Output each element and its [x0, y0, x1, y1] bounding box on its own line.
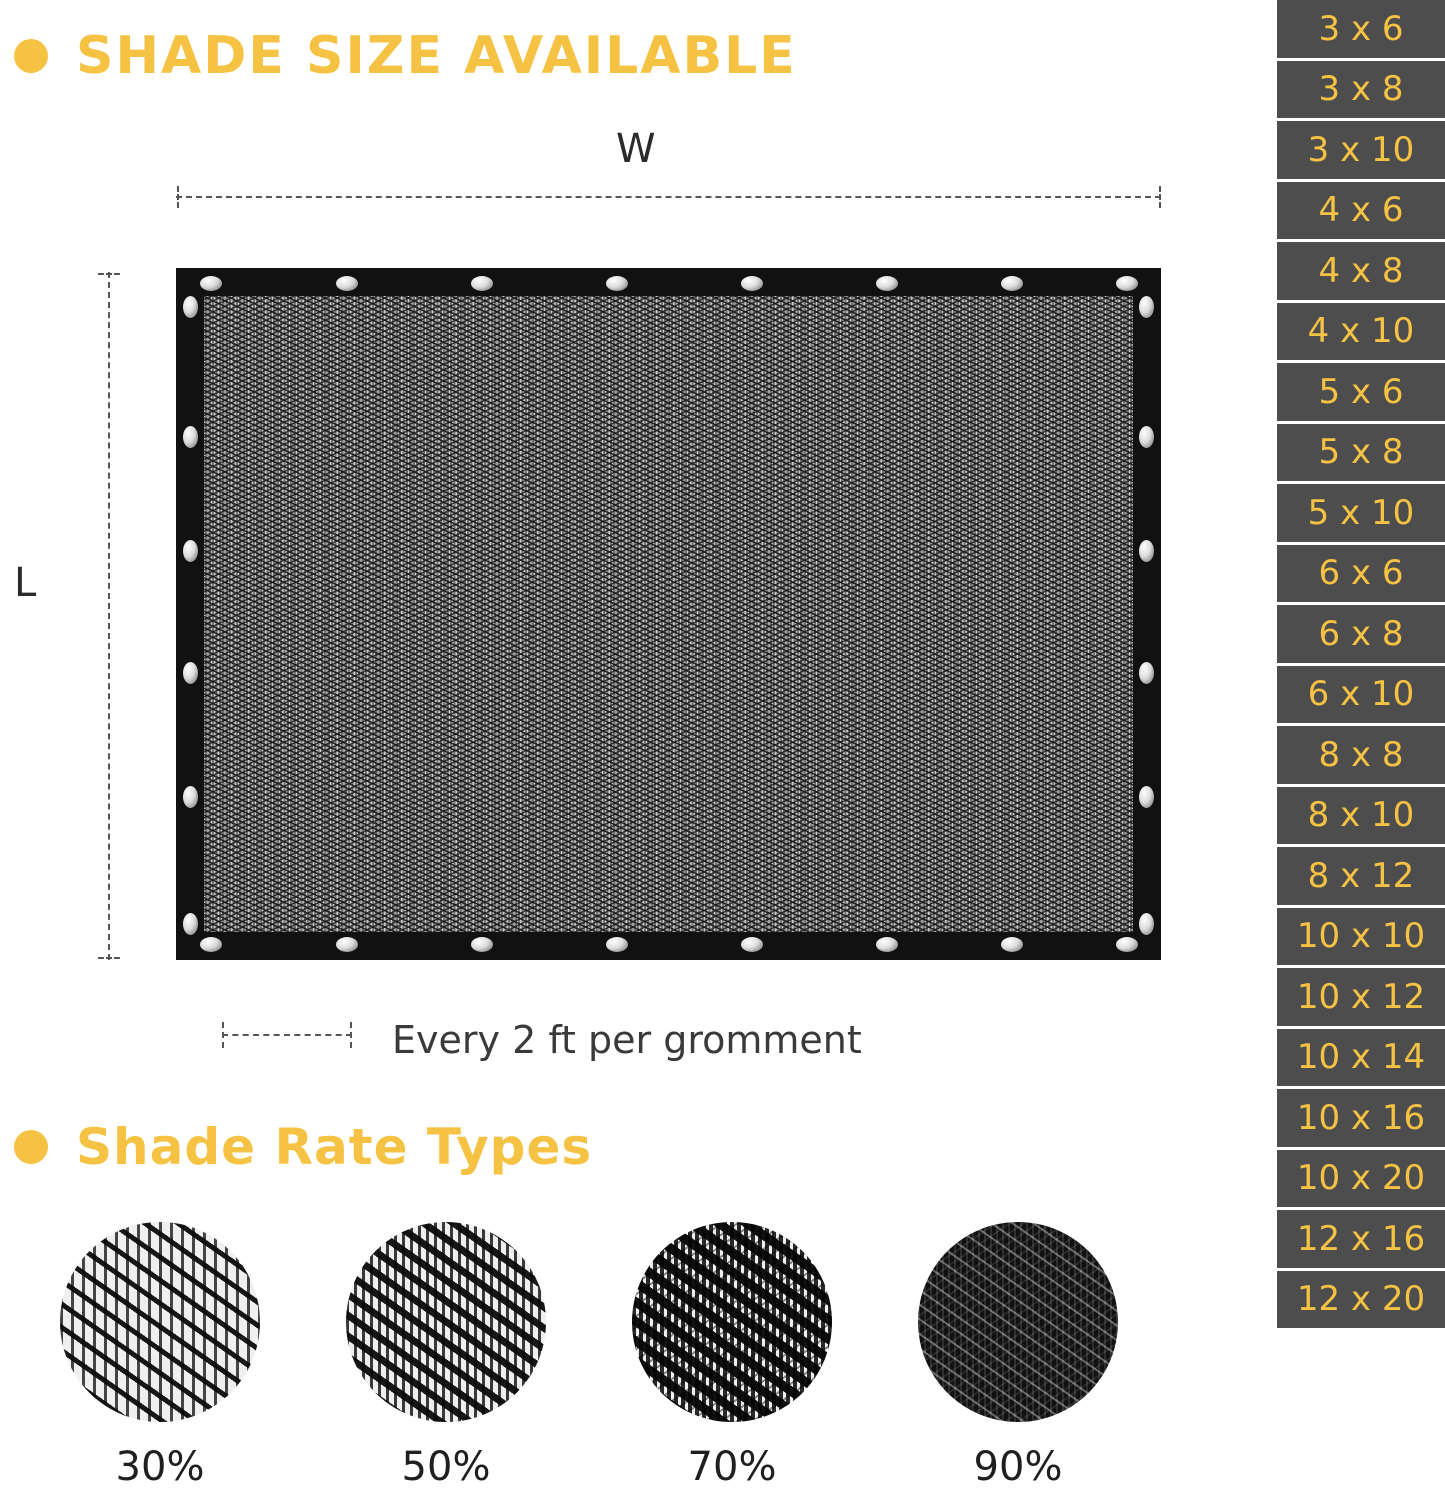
grommet [183, 540, 198, 562]
grommet [876, 276, 898, 291]
size-chip: 6 x 10 [1277, 666, 1445, 724]
width-dimension-tick-right [1159, 186, 1161, 208]
grommet [1139, 786, 1154, 808]
bullet-icon [14, 1130, 48, 1164]
shade-size-heading [14, 26, 797, 86]
size-chip: 10 x 16 [1277, 1089, 1445, 1147]
shade-rate-item-50 [346, 1222, 546, 1490]
grommet-spacing-note: Every 2 ft per gromment [392, 1018, 862, 1062]
grommet-spacing-bracket [222, 1020, 352, 1050]
mesh-swatch-90-icon [918, 1222, 1118, 1422]
shade-rate-heading-label: Shade Rate Types [76, 1118, 593, 1176]
grommet [606, 276, 628, 291]
shade-rate-item-30 [60, 1222, 260, 1490]
size-chip: 8 x 12 [1277, 847, 1445, 905]
grommet [471, 276, 493, 291]
grommet [1139, 913, 1154, 935]
grommet [200, 276, 222, 291]
grommet [1139, 296, 1154, 318]
grommet [336, 937, 358, 952]
length-dimension-tick-top [98, 273, 120, 275]
size-chip: 12 x 20 [1277, 1271, 1445, 1329]
shade-rate-label: 90% [973, 1444, 1063, 1490]
width-dimension-label: W [616, 126, 656, 172]
length-dimension-label: L [14, 560, 37, 606]
shade-rate-label: 70% [687, 1444, 777, 1490]
length-dimension-line [108, 272, 110, 960]
size-chip: 8 x 8 [1277, 726, 1445, 784]
grommet [336, 276, 358, 291]
grommet [183, 426, 198, 448]
shade-size-heading-label: SHADE SIZE AVAILABLE [76, 26, 797, 86]
grommet [1001, 937, 1023, 952]
size-chip: 6 x 8 [1277, 605, 1445, 663]
shade-rate-item-70 [632, 1222, 832, 1490]
grommet [1116, 937, 1138, 952]
grommet [183, 662, 198, 684]
shade-rate-item-90 [918, 1222, 1118, 1490]
length-dimension-tick-bottom [98, 957, 120, 959]
size-chip: 3 x 6 [1277, 0, 1445, 58]
size-chip: 6 x 6 [1277, 545, 1445, 603]
grommet [741, 276, 763, 291]
grommet [606, 937, 628, 952]
grommet [1139, 540, 1154, 562]
size-chip: 4 x 8 [1277, 242, 1445, 300]
grommet [1116, 276, 1138, 291]
shade-rate-swatch-row [60, 1222, 1160, 1490]
mesh-swatch-50-icon [346, 1222, 546, 1422]
grommet [183, 913, 198, 935]
grommet [1139, 426, 1154, 448]
grommet [1139, 662, 1154, 684]
size-chip: 3 x 10 [1277, 121, 1445, 179]
mesh-swatch-30-icon [60, 1222, 260, 1422]
size-chip: 3 x 8 [1277, 61, 1445, 119]
size-chip: 10 x 10 [1277, 908, 1445, 966]
size-list [1277, 0, 1445, 1331]
shade-panel-diagram [176, 268, 1161, 960]
mesh-swatch-70-icon [632, 1222, 832, 1422]
grommet [876, 937, 898, 952]
grommet [183, 786, 198, 808]
grommet [183, 296, 198, 318]
shade-rate-heading [14, 1118, 592, 1176]
shade-panel-mesh [204, 296, 1133, 932]
size-chip: 8 x 10 [1277, 787, 1445, 845]
shade-rate-label: 50% [401, 1444, 491, 1490]
size-chip: 10 x 14 [1277, 1029, 1445, 1087]
size-chip: 5 x 8 [1277, 424, 1445, 482]
size-chip: 4 x 10 [1277, 303, 1445, 361]
width-dimension-line [176, 196, 1161, 198]
shade-rate-label: 30% [115, 1444, 205, 1490]
size-chip: 4 x 6 [1277, 182, 1445, 240]
size-chip: 10 x 20 [1277, 1150, 1445, 1208]
grommet [1001, 276, 1023, 291]
grommet [200, 937, 222, 952]
bullet-icon [14, 39, 48, 73]
width-dimension-tick-left [177, 186, 179, 208]
grommet [471, 937, 493, 952]
size-chip: 10 x 12 [1277, 968, 1445, 1026]
grommet [741, 937, 763, 952]
size-chip: 12 x 16 [1277, 1210, 1445, 1268]
size-chip: 5 x 6 [1277, 363, 1445, 421]
size-chip: 5 x 10 [1277, 484, 1445, 542]
